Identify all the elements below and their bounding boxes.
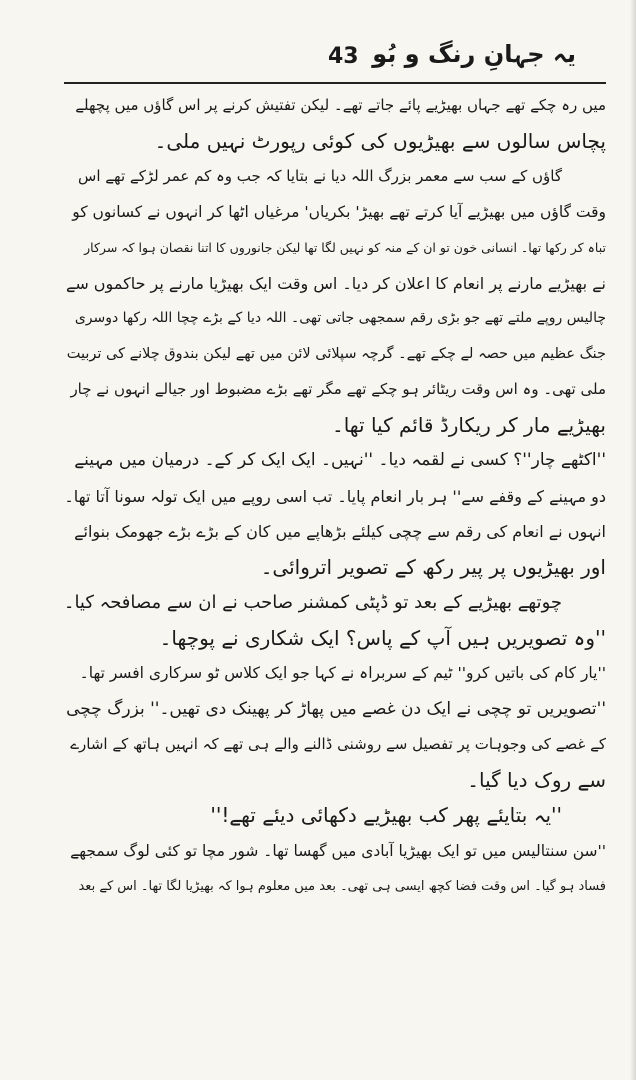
text-line: دو مہینے کے وقفے سے'' ہر بار انعام پایا۔ تب اسی روپے میں ایک تولہ سونا آتا تھا۔ — [64, 486, 606, 506]
text-line: ''یار کام کی باتیں کرو'' ٹیم کے سربراہ نے کہا جو ایک کلاس ٹو سرکاری افسر تھا۔ — [79, 664, 606, 682]
text-line: میں رہ چکے تھے جہاں بھیڑیے پائے جاتے تھے۔ لیکن تفتیش کرنے پر اس گاؤں میں پچھلے — [75, 96, 606, 114]
text-line: چالیس روپے ملتے تھے جو بڑی رقم سمجھی جاتی تھی۔ اللہ دیا کے بڑے چچا اللہ رکھا دوسری — [74, 310, 606, 326]
text-line: سے روک دیا گیا۔ — [467, 767, 606, 792]
text-line: چوتھے بھیڑیے کے بعد تو ڈپٹی کمشنر صاحب نے ان سے مصافحہ کیا۔ — [64, 592, 562, 613]
text-line: انہوں نے انعام کی رقم سے چچی کیلئے بڑھاپے میں کان کے بڑے بڑے جھومک بنوائے — [74, 522, 606, 541]
text-line: پچاس سالوں سے بھیڑیوں کی کوئی رپورٹ نہیں ملی۔ — [154, 128, 606, 153]
text-line: ''تصویریں تو چچی نے ایک دن غصے میں پھاڑ کر پھینک دی تھیں۔'' بزرگ چچی — [66, 698, 606, 719]
page-body — [64, 88, 606, 905]
text-line: وقت گاؤں میں بھیڑیے آیا کرتے تھے بھیڑ' بکریاں' مرغیاں اٹھا کر انہوں نے کسانوں کو — [72, 202, 606, 221]
text-line: ملی تھی۔ وہ اس وقت ریٹائر ہو چکے تھے مگر تھے بڑے مضبوط اور جیالے انہوں نے چار — [70, 380, 606, 398]
text-line: گاؤں کے سب سے معمر بزرگ اللہ دیا نے بتایا کہ جب وہ کم عمر لڑکے تھے اس — [78, 167, 562, 185]
text-line: فساد ہو گیا۔ اس وقت فضا کچھ ایسی ہی تھی۔ بعد میں معلوم ہوا کہ بھیڑیا لگا تھا۔ اس کے بعد — [78, 879, 606, 894]
text-line: ''سن سنتالیس میں تو ایک بھیڑیا آبادی میں گھسا تھا۔ شور مچا تو کئی لوگ سمجھے — [70, 841, 606, 860]
text-line: جنگ عظیم میں حصہ لے چکے تھے۔ گرچہ سپلائی لائن میں تھے لیکن بندوق چلانے کی تربیت — [66, 345, 606, 362]
text-line: اور بھیڑیوں پر پیر رکھ کے تصویر اتروائی۔ — [260, 554, 606, 579]
page-edge-shadow — [630, 0, 636, 1080]
text-line: کے غصے کی وجوہات پر تفصیل سے روشنی ڈالنے والے ہی تھے کہ انہیں ہاتھ کے اشارے — [70, 735, 606, 753]
book-title: یہ جہانِ رنگ و بُو — [372, 40, 576, 68]
text-line: تباہ کر رکھا تھا۔ انسانی خون تو ان کے منہ کو نہیں لگا تھا لیکن جانوروں کا اتنا نقصان ہوا کہ سرکار — [84, 240, 606, 255]
header-rule — [64, 82, 606, 84]
text-line: ''اکٹھے چار''؟ کسی نے لقمہ دیا۔ ''نہیں۔ ایک ایک کر کے۔ درمیان میں مہینے — [74, 450, 606, 470]
text-line: بھیڑیے مار کر ریکارڈ قائم کیا تھا۔ — [331, 412, 606, 437]
text-line: نے بھیڑیے مارنے پر انعام کا اعلان کر دیا۔ اس وقت ایک بھیڑیا مارنے پر حاکموں سے — [65, 273, 606, 293]
text-line: ''یہ بتایئے پھر کب بھیڑیے دکھائی دیئے تھے!'' — [210, 803, 562, 827]
text-line: ''وہ تصویریں ہیں آپ کے پاس؟ ایک شکاری نے پوچھا۔ — [159, 625, 606, 650]
page-number: 43 — [328, 44, 359, 69]
page-header — [60, 38, 576, 78]
